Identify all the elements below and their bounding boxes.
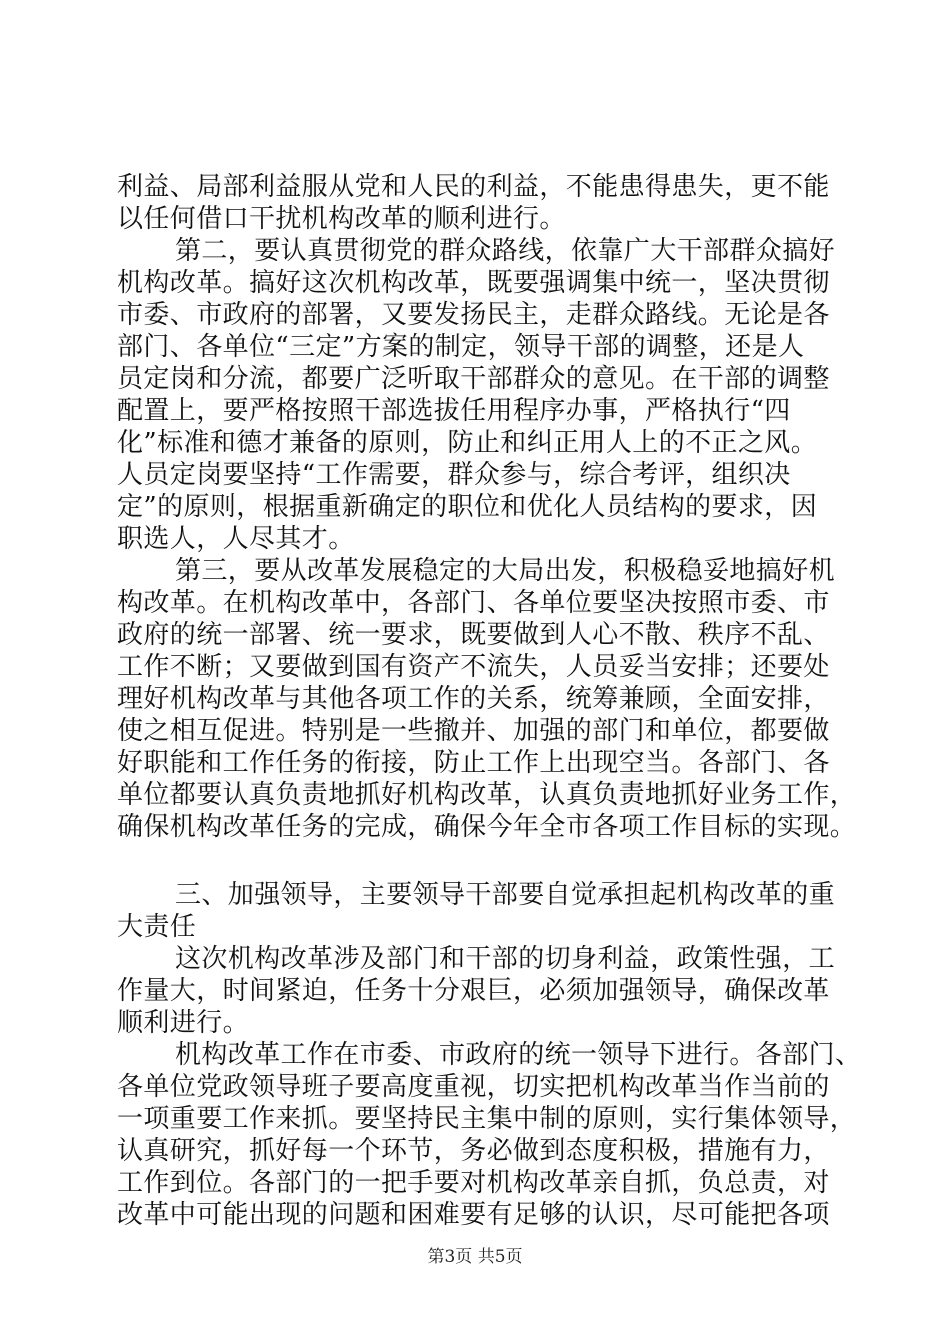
text-line: 利益、局部利益服从党和人民的利益，不能患得患失，更不能 — [117, 172, 830, 202]
text-line: 好职能和工作任务的衔接，防止工作上出现空当。各部门、各 — [117, 748, 830, 778]
text-line: 顺利进行。 — [117, 1008, 250, 1038]
text-line: 使之相互促进。特别是一些撤并、加强的部门和单位，都要做 — [117, 716, 830, 746]
text-line: 第二，要认真贯彻党的群众路线，依靠广大干部群众搞好 — [175, 236, 836, 266]
text-line: 员定岗和分流，都要广泛听取干部群众的意见。在干部的调整 — [117, 364, 830, 394]
document-body — [117, 171, 862, 1231]
text-line: 机构改革工作在市委、市政府的统一领导下进行。各部门、 — [175, 1040, 862, 1070]
text-line: 理好机构改革与其他各项工作的关系，统筹兼顾，全面安排， — [117, 684, 830, 714]
text-line: 工作到位。各部门的一把手要对机构改革亲自抓，负总责，对 — [117, 1168, 830, 1198]
text-line: 作量大，时间紧迫，任务十分艰巨，必须加强领导，确保改革 — [117, 976, 830, 1006]
text-line: 市委、市政府的部署，又要发扬民主，走群众路线。无论是各 — [117, 300, 830, 330]
text-line: 三、加强领导，主要领导干部要自觉承担起机构改革的重 — [175, 880, 836, 910]
paragraph-gap — [117, 843, 837, 879]
page-footer: 第3页 共5页 — [427, 1247, 523, 1267]
text-line: 机构改革。搞好这次机构改革，既要强调集中统一，坚决贯彻 — [117, 268, 830, 298]
text-line: 确保机构改革任务的完成，确保今年全市各项工作目标的实现。 — [117, 812, 857, 842]
text-line: 改革中可能出现的问题和困难要有足够的认识，尽可能把各项 — [117, 1200, 830, 1230]
text-line: 工作不断；又要做到国有资产不流失，人员妥当安排；还要处 — [117, 652, 830, 682]
text-line: 单位都要认真负责地抓好机构改革，认真负责地抓好业务工作， — [117, 780, 857, 810]
text-line: 以任何借口干扰机构改革的顺利进行。 — [117, 204, 566, 234]
text-line: 定”的原则，根据重新确定的职位和优化人员结构的要求，因 — [117, 492, 818, 522]
text-line: 配置上，要严格按照干部选拔任用程序办事，严格执行“四 — [117, 396, 791, 426]
text-line: 构改革。在机构改革中，各部门、各单位要坚决按照市委、市 — [117, 588, 830, 618]
text-line: 化”标准和德才兼备的原则，防止和纠正用人上的不正之风。 — [117, 428, 818, 458]
text-line: 大责任 — [117, 912, 197, 942]
text-line: 一项重要工作来抓。要坚持民主集中制的原则，实行集体领导， — [117, 1104, 857, 1134]
text-line: 职选人，人尽其才。 — [117, 524, 355, 554]
text-line: 部门、各单位“三定”方案的制定，领导干部的调整，还是人 — [117, 332, 805, 362]
text-line: 第三，要从改革发展稳定的大局出发，积极稳妥地搞好机 — [175, 556, 836, 586]
text-line: 人员定岗要坚持“工作需要，群众参与，综合考评，组织决 — [117, 460, 791, 490]
text-line: 认真研究，抓好每一个环节，务必做到态度积极，措施有力， — [117, 1136, 830, 1166]
text-line: 各单位党政领导班子要高度重视，切实把机构改革当作当前的 — [117, 1072, 830, 1102]
text-line: 这次机构改革涉及部门和干部的切身利益，政策性强，工 — [175, 944, 836, 974]
text-line: 政府的统一部署、统一要求，既要做到人心不散、秩序不乱、 — [117, 620, 830, 650]
